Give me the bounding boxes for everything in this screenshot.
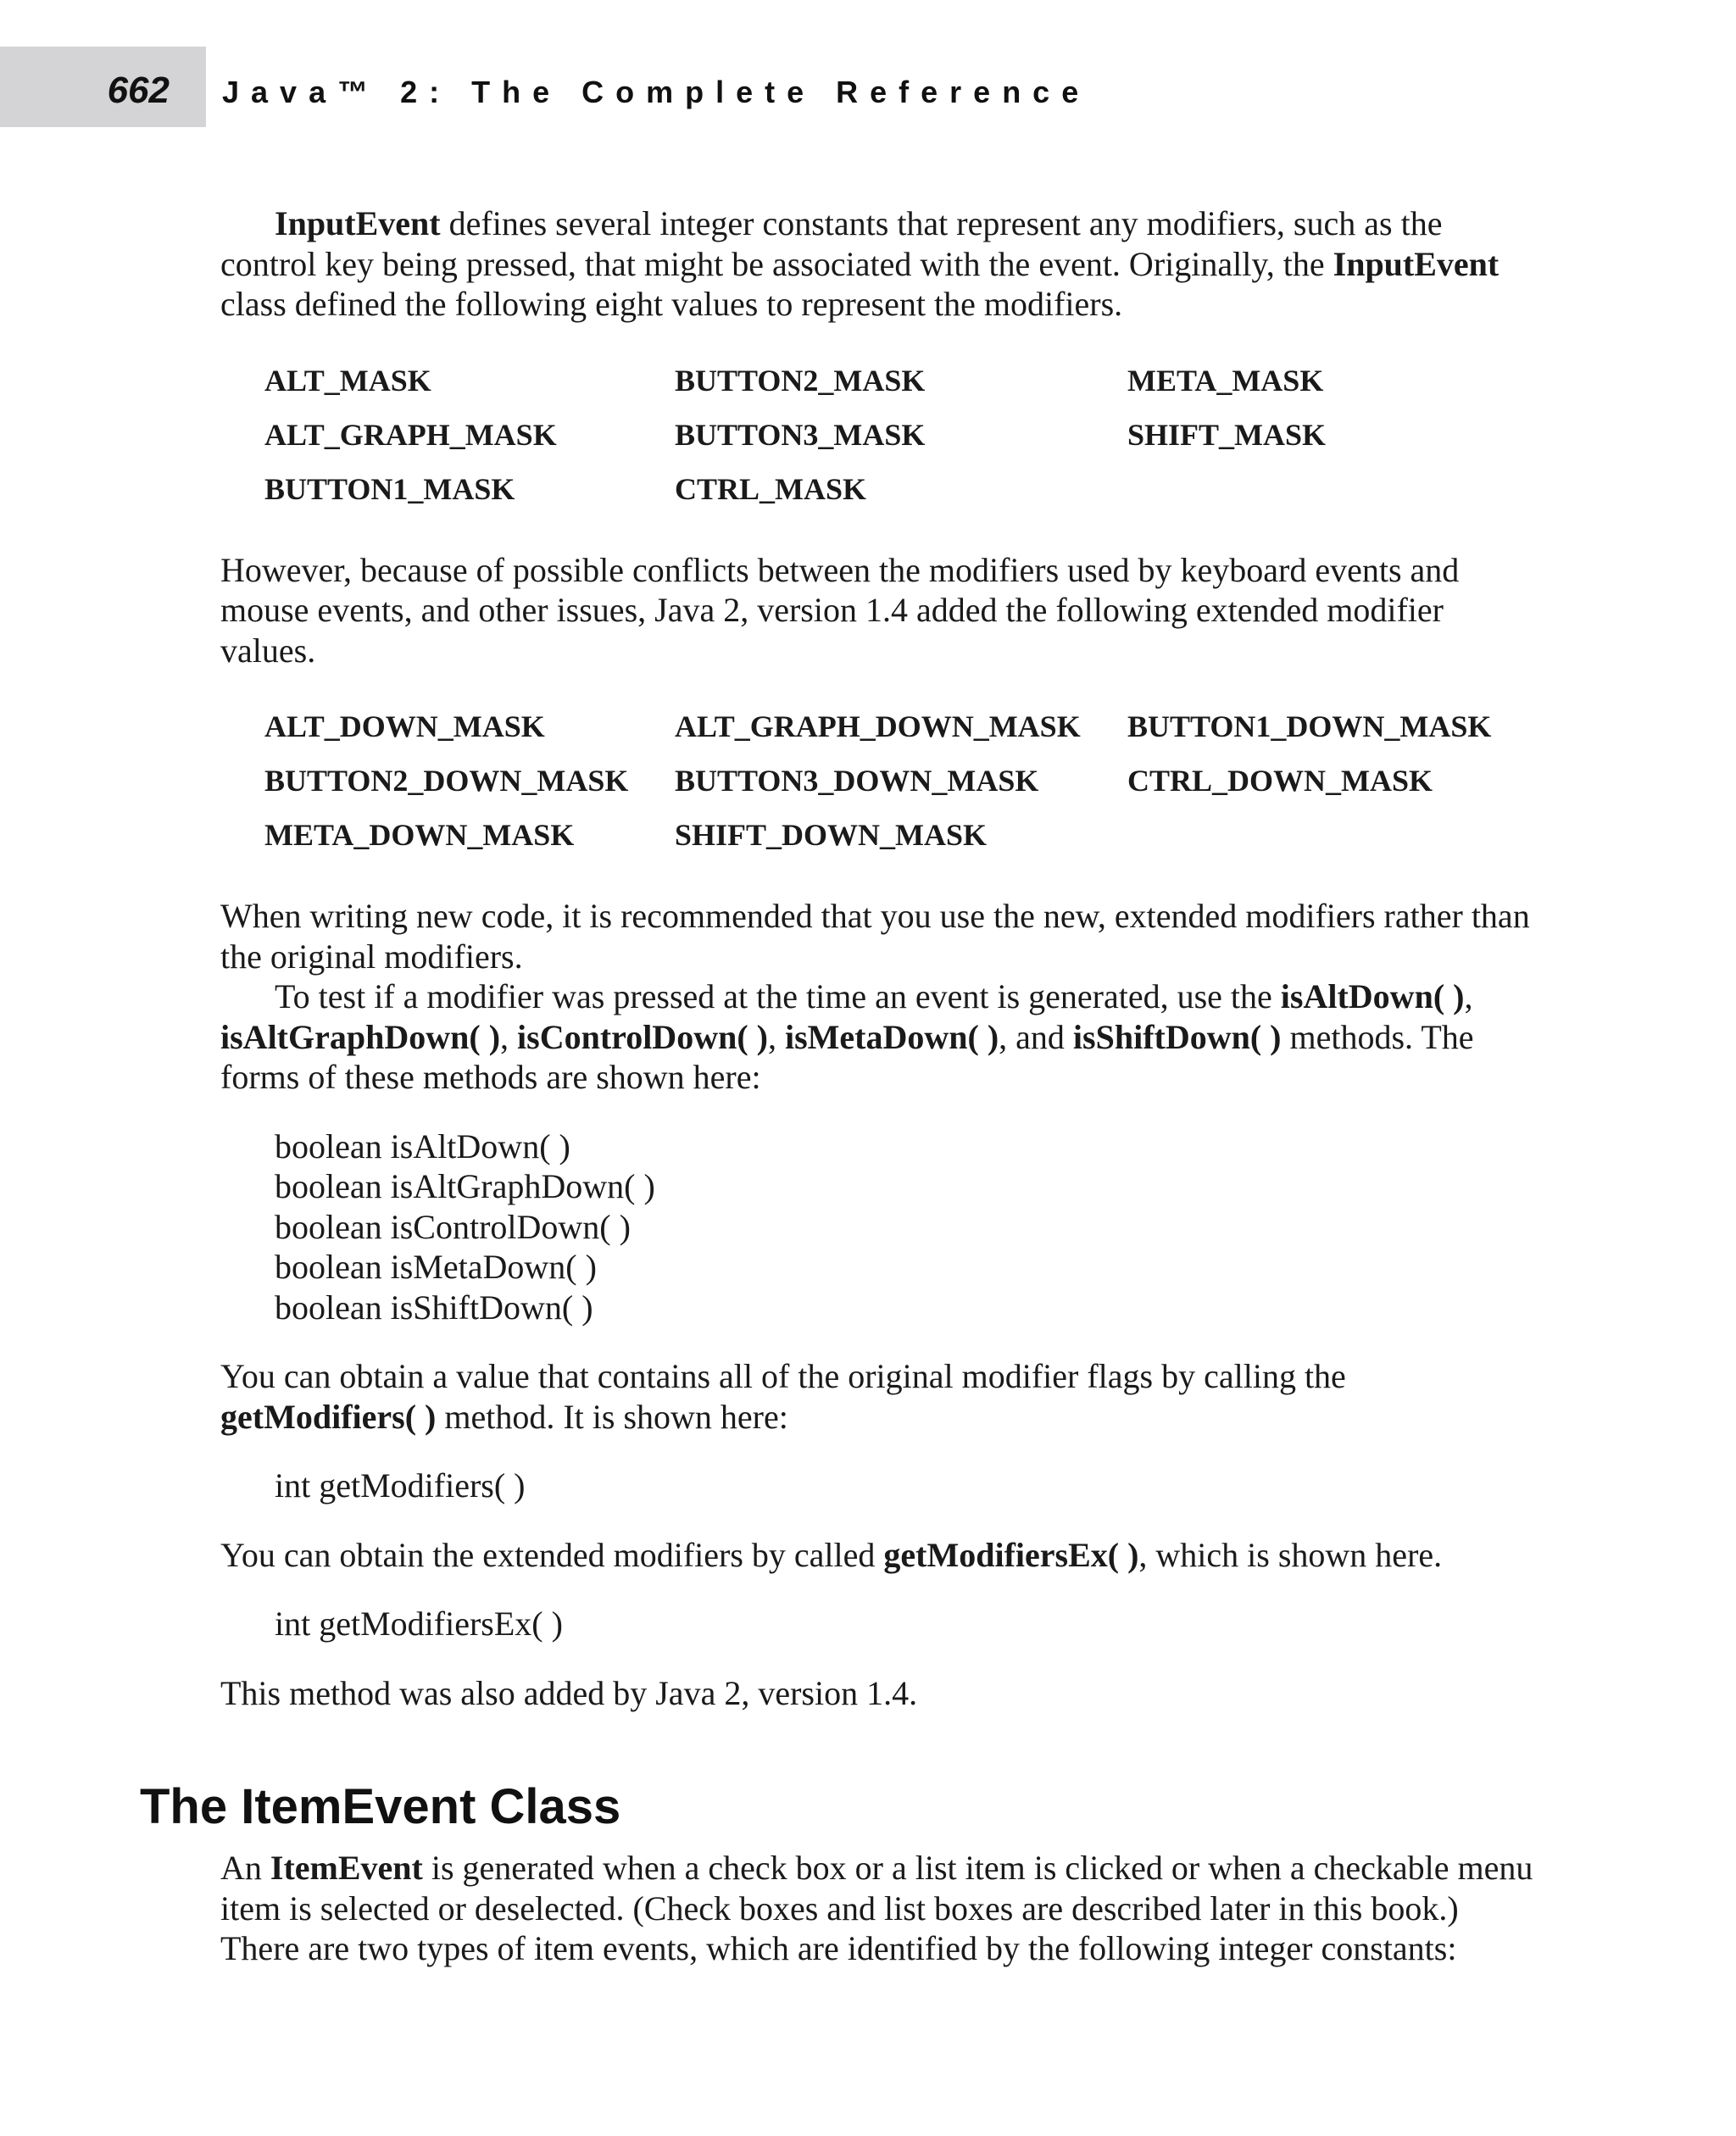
method-name: getModifiersEx( ) (883, 1535, 1139, 1574)
section-heading: The ItemEvent Class (140, 1779, 621, 1834)
extended-modifier-list (264, 699, 1543, 862)
modifier-constant: ALT_GRAPH_DOWN_MASK (675, 709, 1081, 743)
code-line: boolean isAltGraphDown( ) (275, 1167, 655, 1205)
page-body (220, 203, 1543, 1713)
paragraph-getmodifiers: You can obtain a value that contains all of the original modifier flags by calling the getModifiers( ) method. It is shown here: (220, 1357, 1346, 1436)
modifier-constant: BUTTON3_DOWN_MASK (675, 764, 1039, 798)
term: InputEvent (275, 204, 441, 242)
code-line: boolean isMetaDown( ) (275, 1248, 597, 1286)
paragraph-version-note: This method was also added by Java 2, version 1.4. (220, 1673, 918, 1712)
method-name: isAltGraphDown( ) (220, 1017, 501, 1056)
modifier-constant: CTRL_DOWN_MASK (1127, 764, 1433, 798)
modifier-constant: META_DOWN_MASK (264, 818, 575, 852)
modifier-constant: ALT_GRAPH_MASK (264, 417, 557, 452)
original-modifier-list (264, 353, 1543, 516)
modifier-constant: META_MASK (1127, 363, 1324, 398)
modifier-constant: SHIFT_MASK (1127, 417, 1327, 452)
method-signature-block (275, 1126, 1543, 1328)
modifier-constant: BUTTON2_MASK (675, 363, 926, 398)
paragraph-itemevent-intro: An ItemEvent is generated when a check box or a list item is clicked or when a checkable menu item is selected or deselected. (Check boxes and list boxes are described later in this book.) There are two types of item events, which are identified by the following integer constants: (220, 1849, 1533, 1967)
code-line: boolean isShiftDown( ) (275, 1288, 593, 1327)
term: ItemEvent (270, 1849, 423, 1887)
code-getmodifiers (275, 1466, 1543, 1506)
modifier-constant: BUTTON1_MASK (264, 471, 515, 506)
modifier-constant (1127, 462, 1517, 516)
paragraph-inputevent-intro: InputEvent defines several integer constants that represent any modifiers, such as the control key being pressed, that might be associated with the event. Originally, the InputEvent class defined the following eight values to represent the modifiers. (220, 204, 1500, 323)
modifier-constant: ALT_MASK (264, 363, 431, 398)
paragraph-getmodifiersex: You can obtain the extended modifiers by called getModifiersEx( ), which is shown here. (220, 1535, 1443, 1574)
code-line: int getModifiers( ) (275, 1466, 526, 1505)
method-name: isMetaDown( ) (784, 1017, 999, 1056)
code-getmodifiersex (275, 1604, 1543, 1644)
method-name: isShiftDown( ) (1072, 1017, 1282, 1056)
modifier-constant: BUTTON3_MASK (675, 417, 926, 452)
method-name: isControlDown( ) (517, 1017, 768, 1056)
code-line: boolean isAltDown( ) (275, 1126, 570, 1165)
modifier-constant: BUTTON1_DOWN_MASK (1127, 709, 1492, 743)
paragraph-conflicts: However, because of possible conflicts between the modifiers used by keyboard events and mouse events, and other issues, Java 2, version 1.4 added the following extended modifier values. (220, 550, 1460, 670)
paragraph-recommendation: When writing new code, it is recommended that you use the new, extended modifiers rather than the original modifiers. (220, 897, 1530, 976)
modifier-constant: CTRL_MASK (675, 471, 867, 506)
code-line: int getModifiersEx( ) (275, 1605, 563, 1643)
method-name: getModifiers( ) (220, 1397, 437, 1436)
modifier-constant: BUTTON2_DOWN_MASK (264, 764, 629, 798)
modifier-constant (1127, 808, 1517, 862)
modifier-constant: ALT_DOWN_MASK (264, 709, 545, 743)
paragraph-test-modifier: To test if a modifier was pressed at the time an event is generated, use the isAltDown( ), isAltGraphDown( ), isControlDown( ), isMetaDown( ), and isShiftDown( ) methods. The forms of these methods are shown here: (220, 977, 1474, 1096)
running-title: Java™ 2: The Complete Reference (222, 75, 1091, 109)
page-number: 662 (107, 70, 170, 111)
modifier-constant: SHIFT_DOWN_MASK (675, 818, 988, 852)
section-body (220, 1848, 1543, 1969)
method-name: isAltDown( ) (1280, 977, 1465, 1015)
code-line: boolean isControlDown( ) (275, 1207, 631, 1246)
term: InputEvent (1333, 244, 1500, 283)
